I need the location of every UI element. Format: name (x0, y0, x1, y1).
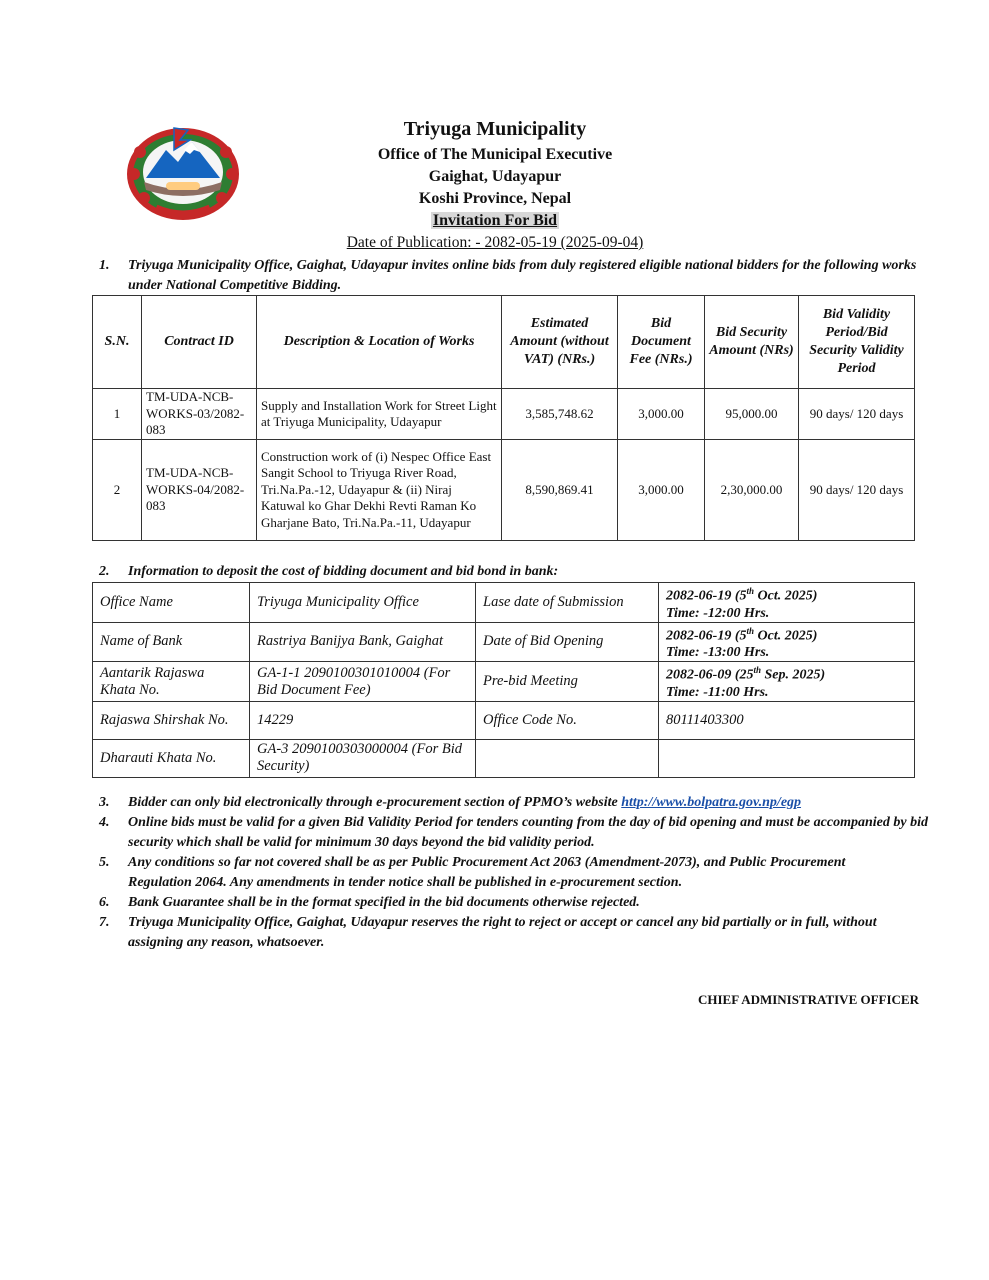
point-6: 6. Bank Guarantee shall be in the format specified in the bid documents otherwise rejected. (99, 895, 640, 910)
province-title: Koshi Province, Nepal (418, 190, 572, 207)
row-estimated: 8,590,869.41 (502, 440, 618, 541)
shirshak-label: Rajaswa Shirshak No. (93, 701, 250, 739)
notice-title: Invitation For Bid (432, 212, 558, 229)
opening-label: Date of Bid Opening (476, 622, 659, 662)
empty-cell (659, 739, 915, 777)
empty-cell (476, 739, 659, 777)
row-contract-id: TM-UDA-NCB-WORKS-04/2082-083 (142, 440, 257, 541)
point-4: 4. Online bids must be valid for a given Bid Validity Period for tenders counting from the day of bid opening and must be accompanied by bid security which shall be valid for minimum 30 days beyond the bid validity period. (99, 815, 928, 850)
point-2: 2. Information to deposit the cost of bidding document and bid bond in bank: (99, 564, 559, 579)
row-description: Supply and Installation Work for Street Light at Triyuga Municipality, Udayapur (257, 389, 502, 440)
point-1: 1. Triyuga Municipality Office, Gaighat, Udayapur invites online bids from duly registered eligible national bidders for the following works under National Competitive Bidding. (99, 258, 917, 293)
row-security: 95,000.00 (705, 389, 799, 440)
col-security: Bid Security Amount (NRs) (705, 296, 799, 389)
opening-value: 2082-06-19 (5th Oct. 2025) Time: -13:00 Hrs. (659, 622, 915, 662)
table-row (93, 701, 915, 739)
col-doc-fee: Bid Document Fee (NRs.) (618, 296, 705, 389)
last-date-value: 2082-06-19 (5th Oct. 2025) Time: -12:00 Hrs. (659, 583, 915, 623)
point-3: 3. Bidder can only bid electronically through e-procurement section of PPMO’s website http://www.bolpatra.gov.np/egp (99, 795, 802, 810)
row-sn: 1 (93, 389, 142, 440)
shirshak-value: 14229 (250, 701, 476, 739)
row-validity: 90 days/ 120 days (799, 389, 915, 440)
row-contract-id: TM-UDA-NCB-WORKS-03/2082-083 (142, 389, 257, 440)
office-name-value: Triyuga Municipality Office (250, 583, 476, 623)
row-security: 2,30,000.00 (705, 440, 799, 541)
row-doc-fee: 3,000.00 (618, 389, 705, 440)
municipality-emblem-logo (122, 116, 244, 222)
col-contract-id: Contract ID (142, 296, 257, 389)
col-estimated: Estimated Amount (without VAT) (NRs.) (502, 296, 618, 389)
dharauti-value: GA-3 2090100303000004 (For Bid Security) (250, 739, 476, 777)
table-row (93, 389, 915, 440)
row-validity: 90 days/ 120 days (799, 440, 915, 541)
org-title: Triyuga Municipality (403, 118, 587, 140)
dharauti-label: Dharauti Khata No. (93, 739, 250, 777)
office-code-value: 80111403300 (659, 701, 915, 739)
table-row (93, 662, 915, 702)
col-sn: S.N. (93, 296, 142, 389)
office-title: Office of The Municipal Executive (377, 146, 613, 163)
place-title: Gaighat, Udayapur (428, 168, 562, 185)
table-row (93, 739, 915, 777)
table-row (93, 440, 915, 541)
prebid-value: 2082-06-09 (25th Sep. 2025) Time: -11:00 Hrs. (659, 662, 915, 702)
bank-value: Rastriya Banijya Bank, Gaighat (250, 622, 476, 662)
aantarik-value: GA-1-1 2090100301010004 (For Bid Document Fee) (250, 662, 476, 702)
table-row (93, 583, 915, 623)
table-row (93, 622, 915, 662)
col-description: Description & Location of Works (257, 296, 502, 389)
bolpatra-link[interactable]: http://www.bolpatra.gov.np/egp (621, 795, 802, 810)
works-table (92, 295, 915, 541)
signature-designation: CHIEF ADMINISTRATIVE OFFICER (697, 992, 919, 1007)
bank-label: Name of Bank (93, 622, 250, 662)
bank-info-table (92, 582, 915, 778)
row-sn: 2 (93, 440, 142, 541)
row-doc-fee: 3,000.00 (618, 440, 705, 541)
row-estimated: 3,585,748.62 (502, 389, 618, 440)
point-7: 7. Triyuga Municipality Office, Gaighat, Udayapur reserves the right to reject or accept or cancel any bid partially or in full, without assigning any reason, whatsoever. (99, 915, 877, 950)
last-date-label: Lase date of Submission (476, 583, 659, 623)
office-code-label: Office Code No. (476, 701, 659, 739)
publication-date: Date of Publication: - 2082-05-19 (2025-09-04) (346, 234, 644, 251)
office-name-label: Office Name (93, 583, 250, 623)
col-validity: Bid Validity Period/Bid Security Validity Period (799, 296, 915, 389)
prebid-label: Pre-bid Meeting (476, 662, 659, 702)
aantarik-label: Aantarik Rajaswa Khata No. (93, 662, 250, 702)
point-5: 5. Any conditions so far not covered shall be as per Public Procurement Act 2063 (Amendment-2073), and Public Procurement Regulation 2064. Any amendments in tender notice shall be published in e-procurement section. (99, 855, 846, 890)
row-description: Construction work of (i) Nespec Office East Sangit School to Triyuga River Road, Tri.Na.Pa.-12, Udayapur & (ii) Niraj Katuwal ko Ghar Dekhi Revti Raman Ko Gharjane Bato, Tri.Na.Pa.-11, Udayapur (257, 440, 502, 541)
